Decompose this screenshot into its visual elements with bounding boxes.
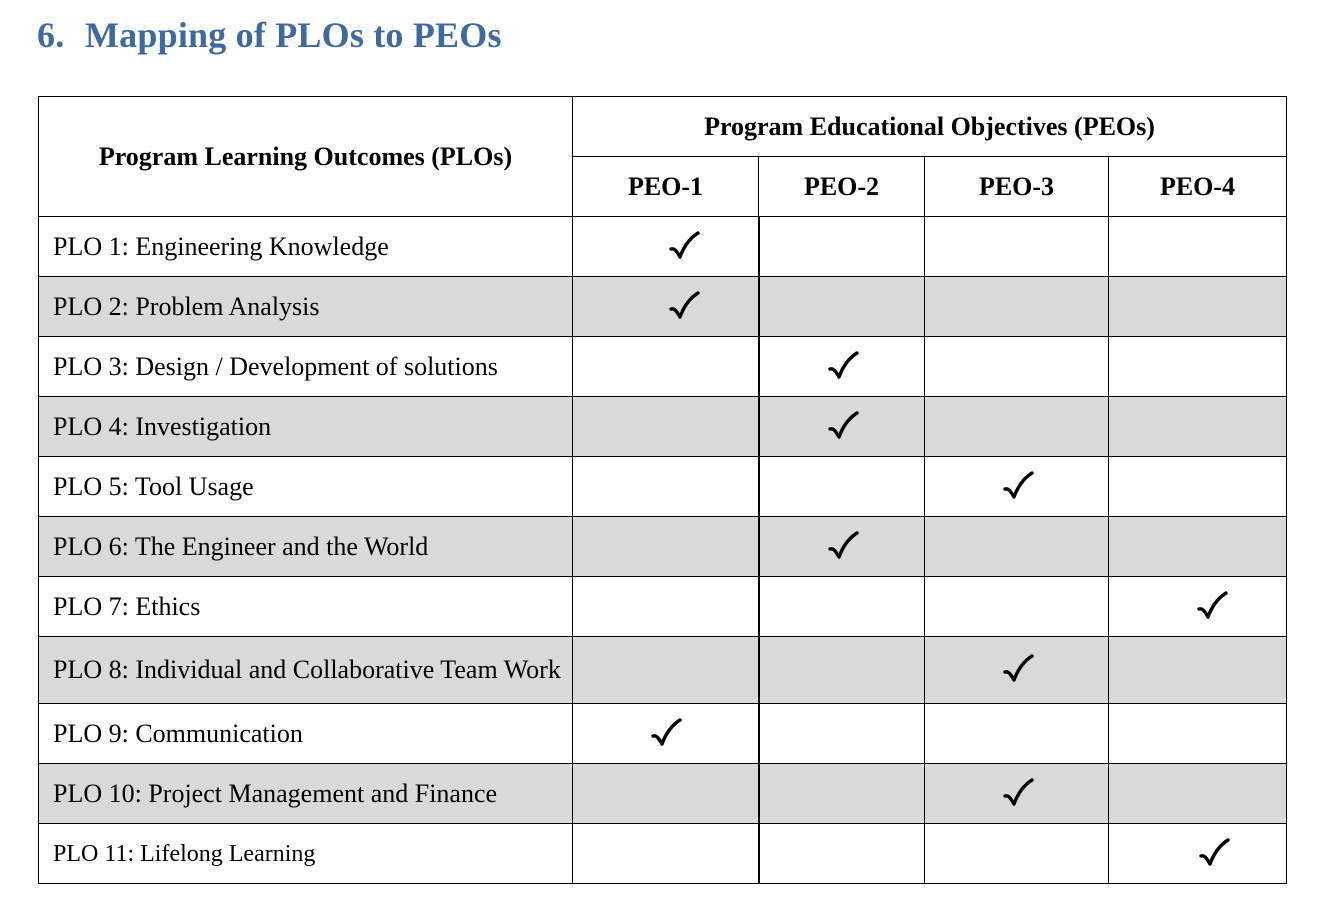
peo-2-cell xyxy=(759,577,925,637)
peo-group-header: Program Educational Objectives (PEOs) xyxy=(573,97,1287,157)
peo-2-cell xyxy=(759,337,925,397)
peo-4-cell xyxy=(1109,457,1287,517)
table-row xyxy=(39,637,1287,704)
peo-3-cell xyxy=(925,457,1109,517)
peo-4-cell xyxy=(1109,824,1287,884)
peo-3-cell xyxy=(925,337,1109,397)
checkmark-icon xyxy=(1001,653,1035,687)
peo-1-cell xyxy=(573,337,759,397)
peo-1-cell xyxy=(573,637,759,704)
peo-1-cell xyxy=(573,277,759,337)
peo-2-cell xyxy=(759,457,925,517)
peo-4-cell xyxy=(1109,517,1287,577)
peo-column-header: PEO-4 xyxy=(1109,157,1287,217)
checkmark-icon xyxy=(1195,590,1229,624)
peo-4-cell xyxy=(1109,397,1287,457)
plo-label: PLO 7: Ethics xyxy=(39,577,573,637)
checkmark-icon xyxy=(1197,837,1231,871)
table-row xyxy=(39,704,1287,764)
peo-1-cell xyxy=(573,217,759,277)
peo-2-cell xyxy=(759,517,925,577)
peo-4-cell xyxy=(1109,217,1287,277)
peo-1-cell xyxy=(573,577,759,637)
peo-1-cell xyxy=(573,517,759,577)
peo-3-cell xyxy=(925,637,1109,704)
table-row xyxy=(39,337,1287,397)
peo-4-cell xyxy=(1109,764,1287,824)
table-row xyxy=(39,457,1287,517)
checkmark-icon xyxy=(1001,470,1035,504)
header-row-top xyxy=(39,97,1287,157)
plo-label: PLO 3: Design / Development of solutions xyxy=(39,337,573,397)
section-number: 6. xyxy=(37,15,65,55)
peo-1-cell xyxy=(573,457,759,517)
peo-3-cell xyxy=(925,577,1109,637)
table-row xyxy=(39,577,1287,637)
peo-1-cell xyxy=(573,704,759,764)
plo-label: PLO 10: Project Management and Finance xyxy=(39,764,573,824)
plo-label: PLO 5: Tool Usage xyxy=(39,457,573,517)
peo-3-cell xyxy=(925,824,1109,884)
peo-3-cell xyxy=(925,764,1109,824)
peo-4-cell xyxy=(1109,277,1287,337)
peo-column-header: PEO-1 xyxy=(573,157,759,217)
peo-2-cell xyxy=(759,217,925,277)
checkmark-icon xyxy=(667,290,701,324)
peo-2-cell xyxy=(759,824,925,884)
section-heading xyxy=(37,14,502,56)
section-title: Mapping of PLOs to PEOs xyxy=(85,15,502,55)
plo-label: PLO 6: The Engineer and the World xyxy=(39,517,573,577)
plo-label: PLO 2: Problem Analysis xyxy=(39,277,573,337)
peo-3-cell xyxy=(925,517,1109,577)
peo-2-cell xyxy=(759,397,925,457)
table-row xyxy=(39,764,1287,824)
peo-2-cell xyxy=(759,637,925,704)
peo-4-cell xyxy=(1109,577,1287,637)
peo-3-cell xyxy=(925,277,1109,337)
peo-3-cell xyxy=(925,397,1109,457)
peo-column-header: PEO-2 xyxy=(759,157,925,217)
plo-label: PLO 1: Engineering Knowledge xyxy=(39,217,573,277)
checkmark-icon xyxy=(826,350,860,384)
peo-3-cell xyxy=(925,704,1109,764)
peo-2-cell xyxy=(759,764,925,824)
plo-label: PLO 9: Communication xyxy=(39,704,573,764)
plo-label: PLO 4: Investigation xyxy=(39,397,573,457)
peo-4-cell xyxy=(1109,704,1287,764)
plo-column-header: Program Learning Outcomes (PLOs) xyxy=(39,97,573,217)
checkmark-icon xyxy=(1001,777,1035,811)
peo-2-cell xyxy=(759,704,925,764)
peo-1-cell xyxy=(573,397,759,457)
peo-1-cell xyxy=(573,764,759,824)
peo-4-cell xyxy=(1109,337,1287,397)
plo-label: PLO 8: Individual and Collaborative Team Work xyxy=(39,637,573,704)
table-row xyxy=(39,217,1287,277)
peo-2-cell xyxy=(759,277,925,337)
plo-peo-mapping-table xyxy=(38,96,1287,884)
table-row xyxy=(39,517,1287,577)
table-row xyxy=(39,397,1287,457)
table-row xyxy=(39,277,1287,337)
checkmark-icon xyxy=(826,410,860,444)
plo-label: PLO 11: Lifelong Learning xyxy=(39,824,573,884)
table-row xyxy=(39,824,1287,884)
peo-4-cell xyxy=(1109,637,1287,704)
checkmark-icon xyxy=(649,717,683,751)
peo-1-cell xyxy=(573,824,759,884)
checkmark-icon xyxy=(826,530,860,564)
peo-3-cell xyxy=(925,217,1109,277)
peo-column-header: PEO-3 xyxy=(925,157,1109,217)
checkmark-icon xyxy=(667,230,701,264)
